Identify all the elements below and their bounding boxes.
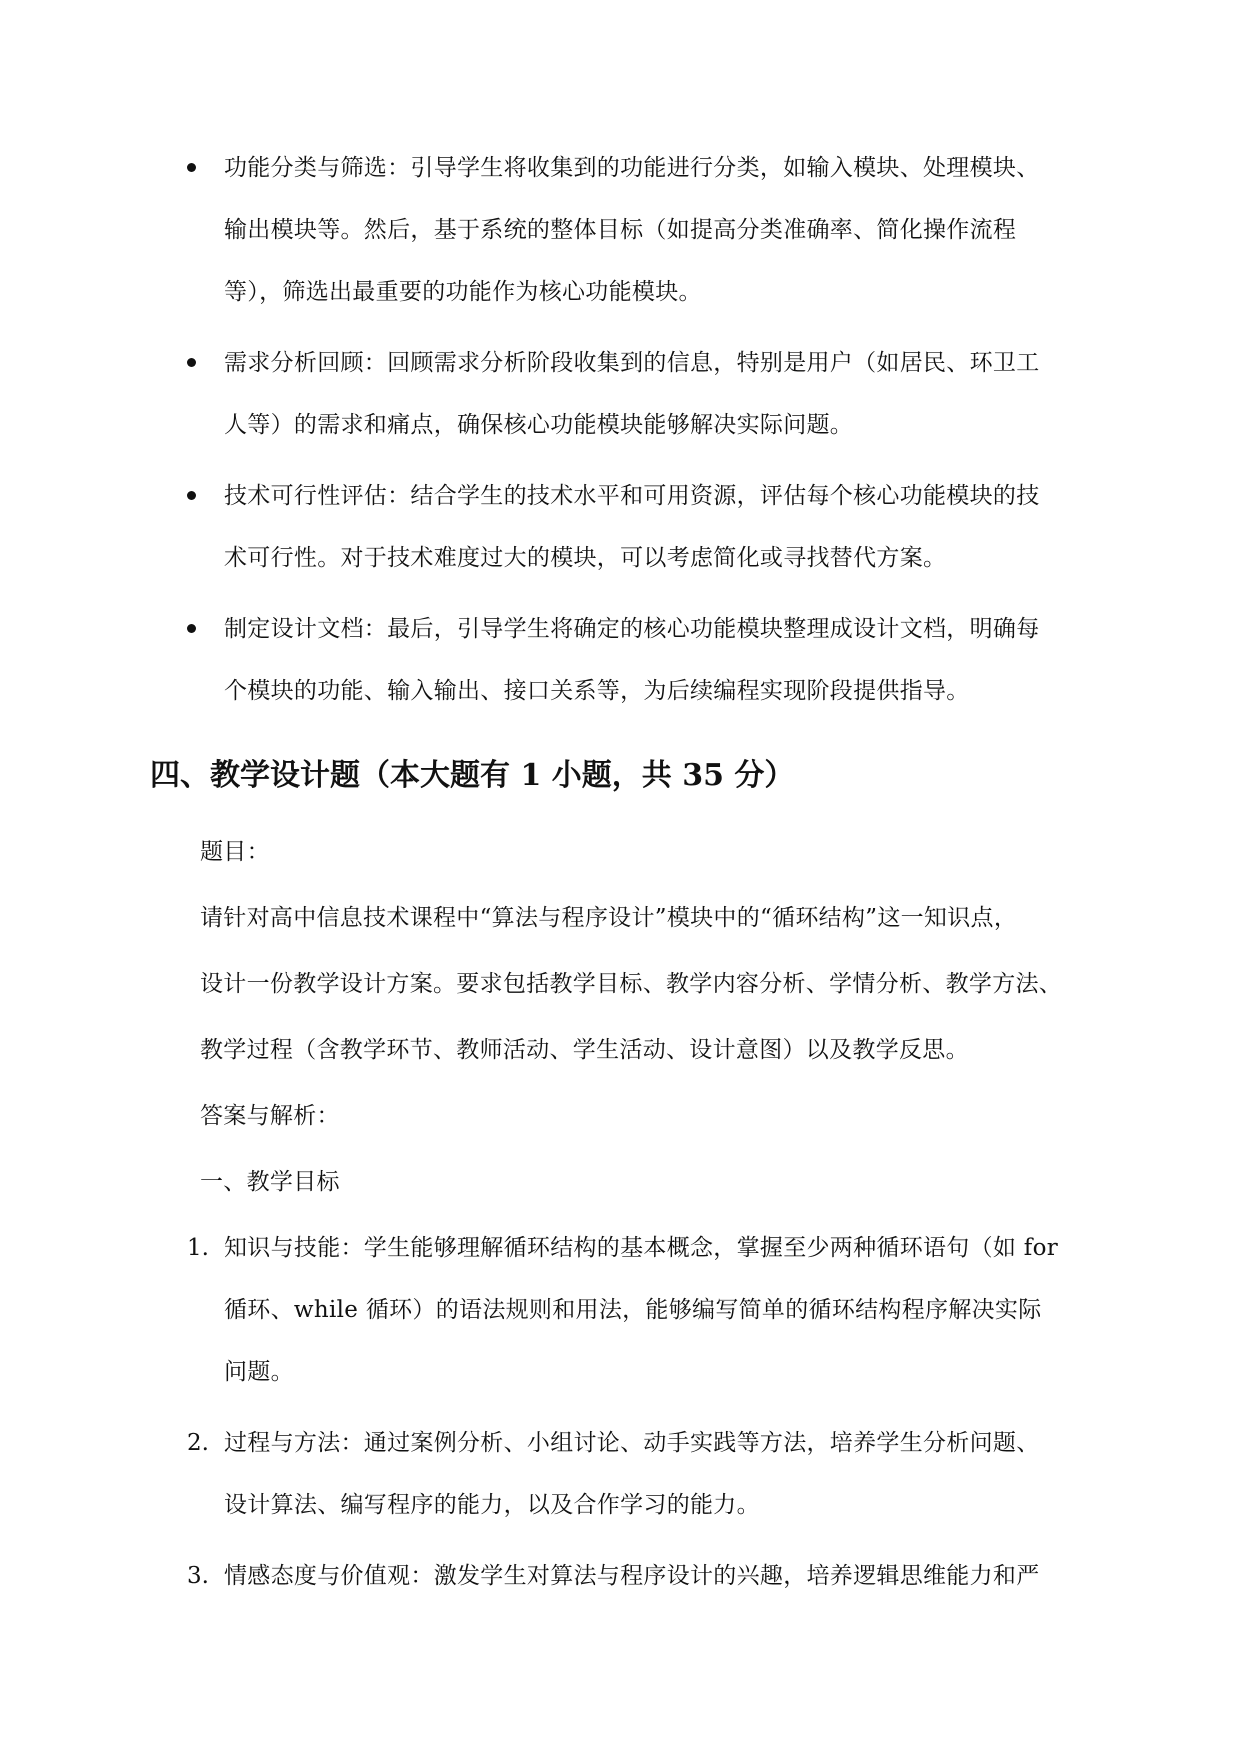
bullet-dot	[187, 163, 196, 172]
bullet-3-line-2: 术可行性。对于技术难度过大的模块，可以考虑简化或寻找替代方案。	[224, 545, 947, 571]
objective-2-number: 2.	[187, 1430, 209, 1456]
bullet-1-line-1: 功能分类与筛选：引导学生将收集到的功能进行分类，如输入模块、处理模块、	[224, 155, 1040, 181]
section-heading: 四、教学设计题（本大题有 1 小题，共 35 分）	[150, 758, 795, 793]
question-line-2: 设计一份教学设计方案。要求包括教学目标、教学内容分析、学情分析、教学方法、	[200, 971, 1063, 997]
bullet-2-line-1: 需求分析回顾：回顾需求分析阶段收集到的信息，特别是用户（如居民、环卫工	[224, 350, 1040, 376]
bullet-4-line-2: 个模块的功能、输入输出、接口关系等，为后续编程实现阶段提供指导。	[224, 678, 970, 704]
objective-2-line-1: 过程与方法：通过案例分析、小组讨论、动手实践等方法，培养学生分析问题、	[224, 1430, 1040, 1456]
objective-3-line-1: 情感态度与价值观：激发学生对算法与程序设计的兴趣，培养逻辑思维能力和严	[224, 1563, 1040, 1589]
subsection-title: 一、教学目标	[200, 1169, 340, 1195]
bullet-3-line-1: 技术可行性评估：结合学生的技术水平和可用资源，评估每个核心功能模块的技	[224, 483, 1040, 509]
objective-1-line-1: 知识与技能：学生能够理解循环结构的基本概念，掌握至少两种循环语句（如 for	[224, 1235, 1059, 1261]
bullet-dot	[187, 624, 196, 633]
bullet-4-line-1: 制定设计文档：最后，引导学生将确定的核心功能模块整理成设计文档，明确每	[224, 616, 1040, 642]
objective-1-line-2: 循环、while 循环）的语法规则和用法，能够编写简单的循环结构程序解决实际	[224, 1297, 1042, 1323]
bullet-1-line-3: 等），筛选出最重要的功能作为核心功能模块。	[224, 279, 702, 305]
bullet-dot	[187, 491, 196, 500]
objective-1-number: 1.	[187, 1235, 209, 1261]
bullet-2-line-2: 人等）的需求和痛点，确保核心功能模块能够解决实际问题。	[224, 412, 854, 438]
objective-2-line-2: 设计算法、编写程序的能力，以及合作学习的能力。	[224, 1492, 760, 1518]
question-line-1: 请针对高中信息技术课程中“算法与程序设计”模块中的“循环结构”这一知识点，	[200, 905, 1018, 931]
question-label: 题目：	[200, 839, 270, 865]
objective-3-number: 3.	[187, 1563, 209, 1589]
question-line-3: 教学过程（含教学环节、教师活动、学生活动、设计意图）以及教学反思。	[200, 1037, 969, 1063]
bullet-dot	[187, 358, 196, 367]
bullet-1-line-2: 输出模块等。然后，基于系统的整体目标（如提高分类准确率、简化操作流程	[224, 217, 1017, 243]
objective-1-line-3: 问题。	[224, 1359, 294, 1385]
answer-label: 答案与解析：	[200, 1103, 340, 1129]
